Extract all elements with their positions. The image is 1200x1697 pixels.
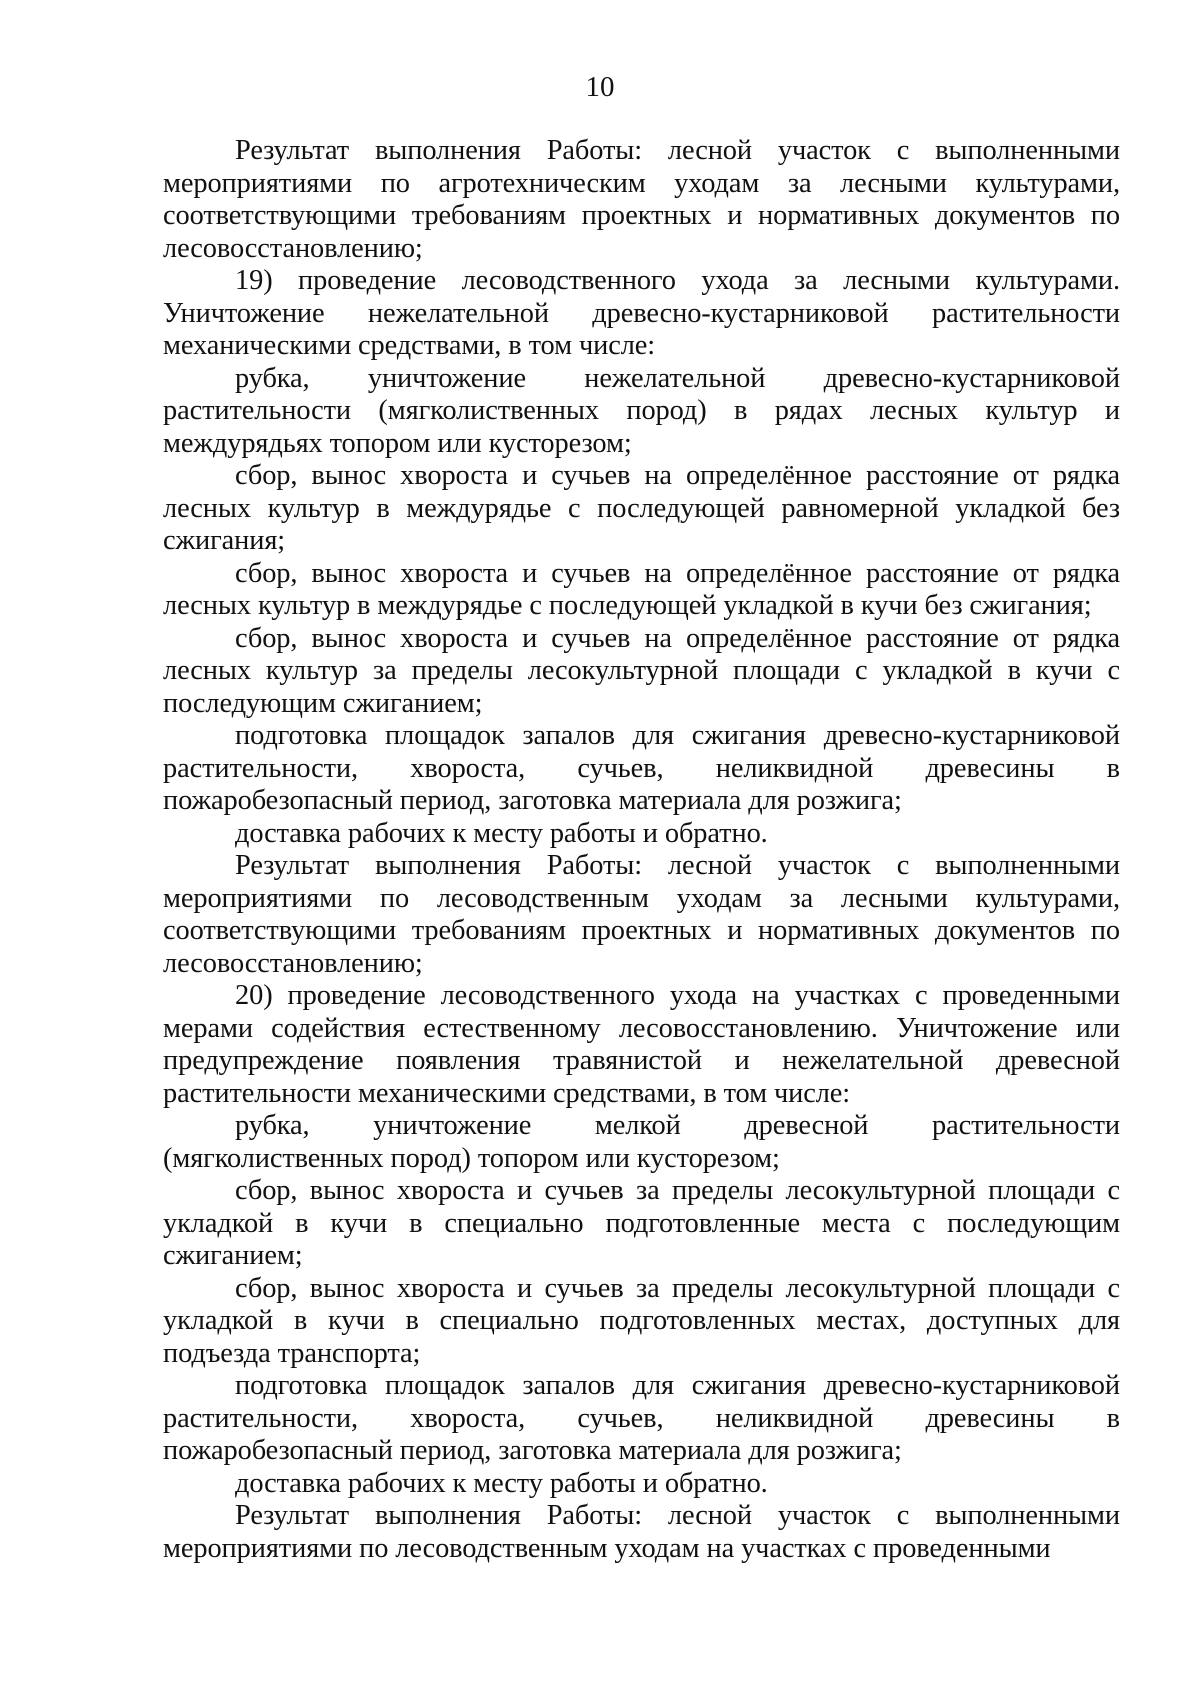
- paragraph-item-20-intro: 20) проведение лесоводственного ухода на участках с проведенными мерами содействия естественному лесовосстановлению. Уничтожение или предупреждение появления травянистой и нежелательной древесной растительности механическими средствами, в том числе:: [163, 980, 1120, 1109]
- paragraph-collection-piles-burning: сбор, вынос хвороста и сучьев на определённое расстояние от рядка лесных культур за пределы лесокультурной площади с укладкой в кучи с последующим сжиганием;: [163, 622, 1120, 719]
- paragraph-item-19-intro: 19) проведение лесоводственного ухода за лесными культурами. Уничтожение нежелательной древесно-кустарниковой растительности механическими средствами, в том числе:: [163, 265, 1120, 361]
- paragraph-collection-transport-access: сбор, вынос хвороста и сучьев за пределы лесокультурной площади с укладкой в кучи в специально подготовленных местах, доступных для подъезда транспорта;: [163, 1272, 1120, 1369]
- paragraph-collection-even-laying: сбор, вынос хвороста и сучьев на определённое расстояние от рядка лесных культур в междурядье с последующей равномерной укладкой без сжигания;: [163, 460, 1120, 556]
- paragraph-worker-delivery: доставка рабочих к месту работы и обратно.: [235, 817, 768, 849]
- document-body: [163, 135, 1120, 1565]
- paragraph-collection-prepared-places-burning: сбор, вынос хвороста и сучьев за пределы лесокультурной площади с укладкой в кучи в специально подготовленные места с последующим сжиганием;: [163, 1175, 1120, 1271]
- paragraph-result-natural-regeneration: Результат выполнения Работы: лесной участок с выполненными мероприятиями по лесоводственным уходам на участках с проведенными: [163, 1500, 1120, 1564]
- paragraph-cutting-small-vegetation: рубка, уничтожение мелкой древесной растительности (мягколиственных пород) топором или кусторезом;: [163, 1110, 1120, 1174]
- paragraph-result-silvicultural-care: Результат выполнения Работы: лесной участок с выполненными мероприятиями по лесоводственным уходам за лесными культурами, соответствующими требованиям проектных и нормативных документов по лесовосстановлению;: [163, 850, 1120, 979]
- paragraph-ignition-sites-preparation: подготовка площадок запалов для сжигания древесно-кустарниковой растительности, хвороста, сучьев, неликвидной древесины в пожаробезопасный период, заготовка материала для розжига;: [163, 720, 1120, 816]
- paragraph-ignition-sites-preparation-2: подготовка площадок запалов для сжигания древесно-кустарниковой растительности, хвороста, сучьев, неликвидной древесины в пожаробезопасный период, заготовка материала для розжига;: [163, 1370, 1120, 1466]
- page-number: 10: [585, 71, 615, 103]
- paragraph-result-agrotechnical-care: Результат выполнения Работы: лесной участок с выполненными мероприятиями по агротехническим уходам за лесными культурами, соответствующими требованиям проектных и нормативных документов по лесовосстановлению;: [163, 135, 1120, 264]
- paragraph-cutting-undesirable-vegetation: рубка, уничтожение нежелательной древесно-кустарниковой растительности (мягколиственных пород) в рядах лесных культур и междурядьях топором или кусторезом;: [163, 362, 1120, 459]
- paragraph-collection-piles-no-burning: сбор, вынос хвороста и сучьев на определённое расстояние от рядка лесных культур в междурядье с последующей укладкой в кучи без сжигания;: [163, 557, 1120, 621]
- paragraph-worker-delivery-2: доставка рабочих к месту работы и обратно.: [235, 1467, 768, 1499]
